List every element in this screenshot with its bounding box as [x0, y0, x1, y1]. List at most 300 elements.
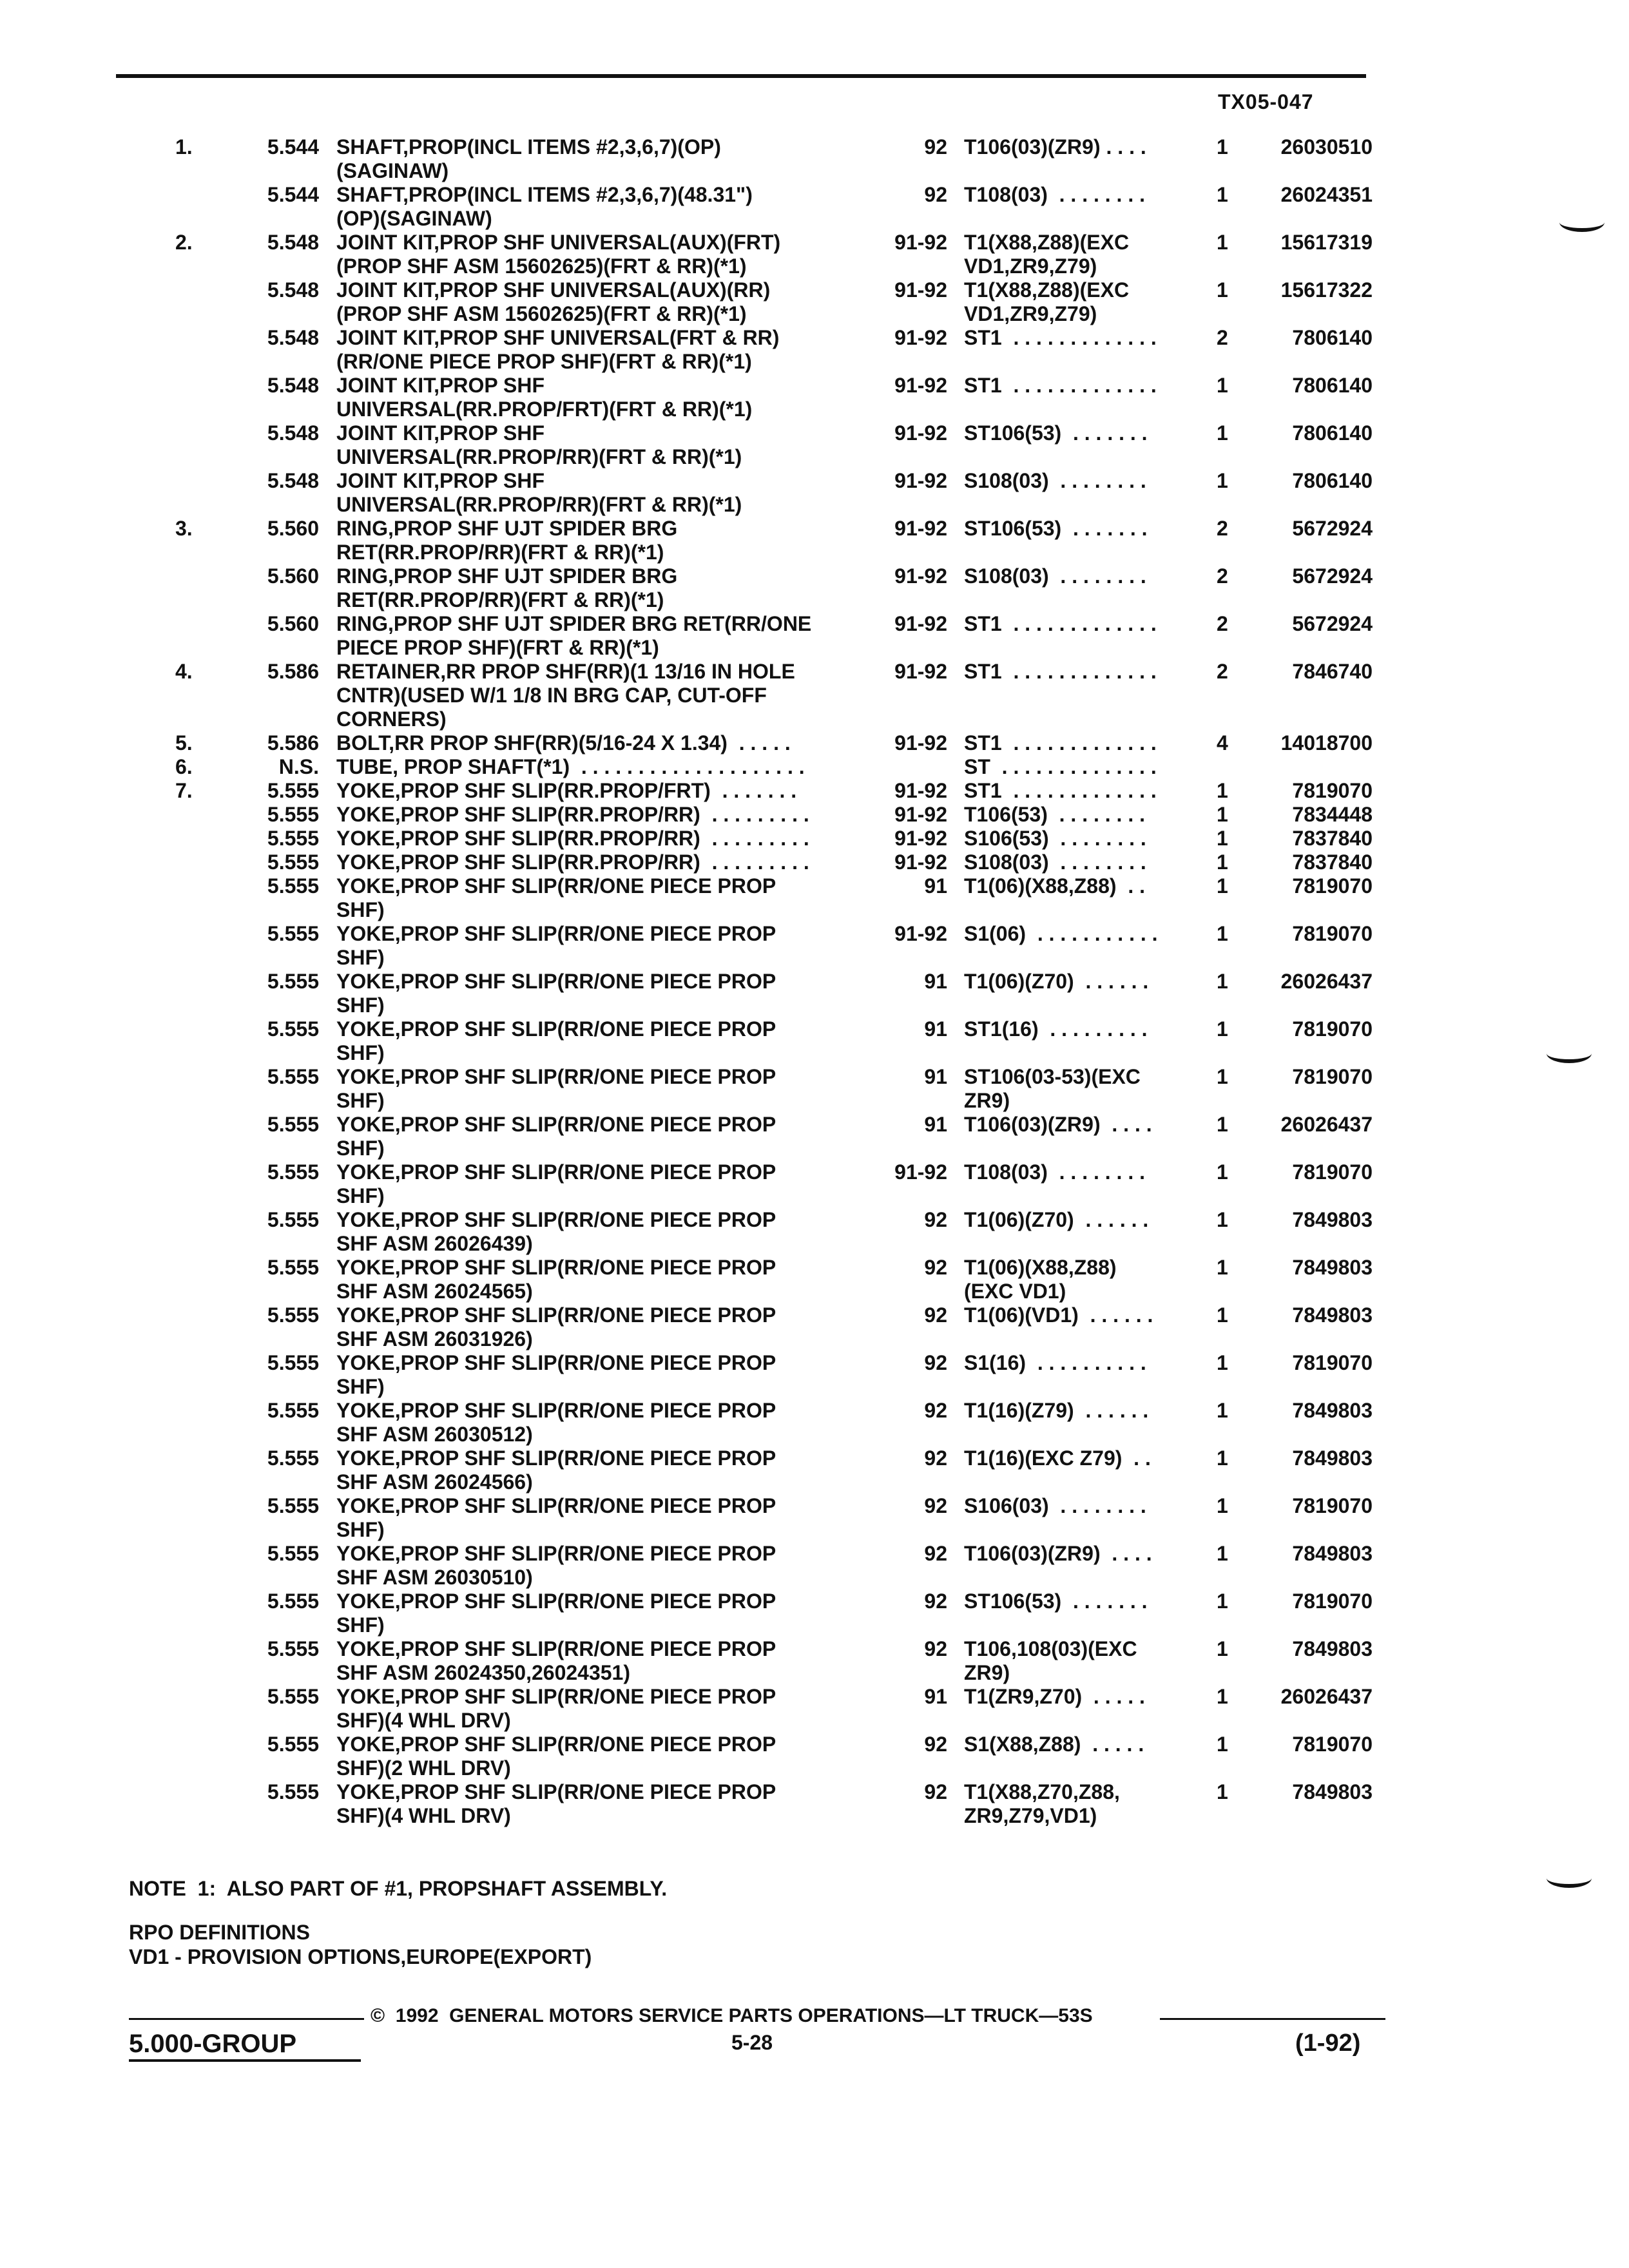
- item-number: 7.: [175, 779, 193, 802]
- table-row: [0, 1637, 1629, 1685]
- part-description: [336, 1303, 776, 1327]
- model-year: 92: [924, 1303, 947, 1327]
- model-year: 91-92: [894, 660, 947, 683]
- footer-copyright-line: [129, 2005, 1385, 2031]
- part-name: SHAFT: [336, 135, 403, 159]
- part-description: [336, 1160, 776, 1184]
- table-row: [0, 1160, 1629, 1208]
- rpo-vd1-definition: VD1 - PROVISION OPTIONS,EUROPE(EXPORT): [129, 1945, 592, 1968]
- application: S1(16) . . . . . . . . . .: [964, 1351, 1146, 1374]
- group-label: 5.000-GROUP: [129, 2030, 297, 2058]
- quantity: 1: [1217, 850, 1228, 874]
- part-name: YOKE: [336, 1446, 395, 1470]
- group-number: 5.555: [267, 803, 319, 826]
- part-description-cont: SHF): [336, 1518, 385, 1541]
- part-number: 7819070: [1292, 922, 1373, 945]
- application-cont: ZR9): [964, 1089, 1010, 1112]
- quantity: 2: [1217, 326, 1228, 349]
- part-name: JOINT KIT: [336, 231, 434, 254]
- application: T106(03)(ZR9) . . . .: [964, 135, 1146, 159]
- part-name: YOKE: [336, 970, 395, 993]
- part-description-text: ,PROP SHF SLIP(RR/ONE PIECE PROP: [394, 1017, 776, 1041]
- table-row: [0, 779, 1629, 803]
- part-description: [336, 731, 791, 755]
- table-row: [0, 970, 1629, 1017]
- notes-section: [129, 1876, 667, 1969]
- group-number: 5.555: [267, 1303, 319, 1327]
- part-number: 5672924: [1292, 517, 1373, 540]
- part-number: 26026437: [1280, 1685, 1373, 1708]
- part-name: BOLT: [336, 731, 389, 754]
- application: S108(03) . . . . . . . .: [964, 850, 1146, 874]
- part-description-cont: SHF ASM 26031926): [336, 1327, 533, 1350]
- table-row: [0, 421, 1629, 469]
- application: ST1 . . . . . . . . . . . . .: [964, 612, 1157, 635]
- part-description-text: ,PROP(INCL ITEMS #2,3,6,7)(48.31"): [403, 183, 753, 206]
- part-description-cont: SHF ASM 26030510): [336, 1566, 533, 1589]
- table-row: [0, 1208, 1629, 1256]
- part-number: 7819070: [1292, 1494, 1373, 1517]
- application: T106(03)(ZR9) . . . .: [964, 1542, 1152, 1565]
- part-description: [336, 755, 805, 779]
- part-description-text: ,RR PROP SHF(RR)(5/16-24 X 1.34) . . . . .: [389, 731, 791, 754]
- part-description: [336, 1351, 776, 1375]
- application: ST106(53) . . . . . . .: [964, 1590, 1148, 1613]
- model-year: 91-92: [894, 827, 947, 850]
- quantity: 1: [1217, 1494, 1228, 1517]
- part-name: SHAFT: [336, 183, 403, 206]
- part-description: [336, 1208, 776, 1232]
- part-description: [336, 850, 809, 874]
- quantity: 1: [1217, 469, 1228, 492]
- part-name: YOKE: [336, 1685, 395, 1708]
- item-number: 1.: [175, 135, 193, 159]
- quantity: 1: [1217, 1590, 1228, 1613]
- table-row: [0, 231, 1629, 278]
- table-row: [0, 660, 1629, 731]
- table-row: [0, 278, 1629, 326]
- part-description-cont: SHF ASM 26024565): [336, 1280, 533, 1303]
- model-year: 92: [924, 1590, 947, 1613]
- group-number: 5.555: [267, 1399, 319, 1422]
- group-number: 5.555: [267, 1494, 319, 1517]
- model-year: 91: [924, 970, 947, 993]
- group-number: 5.555: [267, 1542, 319, 1565]
- part-number: 7849803: [1292, 1303, 1373, 1327]
- model-year: 91-92: [894, 612, 947, 635]
- part-description-cont: SHF)(2 WHL DRV): [336, 1756, 511, 1780]
- quantity: 1: [1217, 1351, 1228, 1374]
- part-description: [336, 803, 809, 827]
- quantity: 1: [1217, 803, 1228, 826]
- application: ST1(16) . . . . . . . . .: [964, 1017, 1148, 1041]
- part-description: [336, 1446, 776, 1470]
- part-name: YOKE: [336, 850, 395, 874]
- model-year: 92: [924, 1399, 947, 1422]
- part-description-text: ,PROP SHF SLIP(RR/ONE PIECE PROP: [394, 1733, 776, 1756]
- quantity: 1: [1217, 1303, 1228, 1327]
- part-description: [336, 517, 677, 541]
- part-number: 5672924: [1292, 612, 1373, 635]
- model-year: 91: [924, 874, 947, 898]
- item-number: 3.: [175, 517, 193, 540]
- part-name: JOINT KIT: [336, 374, 434, 397]
- model-year: 91: [924, 1065, 947, 1088]
- part-description: [336, 231, 780, 255]
- table-row: [0, 755, 1629, 779]
- part-description-cont: (SAGINAW): [336, 159, 449, 182]
- part-description-text: ,PROP SHF SLIP(RR/ONE PIECE PROP: [394, 874, 776, 898]
- part-description: [336, 1733, 776, 1756]
- part-description-text: ,PROP SHF SLIP(RR/ONE PIECE PROP: [394, 1780, 776, 1803]
- part-description-cont: SHF ASM 26024350,26024351): [336, 1661, 630, 1684]
- model-year: 91-92: [894, 421, 947, 445]
- part-description: [336, 874, 776, 898]
- part-number: 7806140: [1292, 421, 1373, 445]
- part-name: YOKE: [336, 827, 395, 850]
- part-number: 7837840: [1292, 827, 1373, 850]
- quantity: 1: [1217, 1780, 1228, 1803]
- group-number: 5.548: [267, 421, 319, 445]
- part-description-text: ,PROP SHF SLIP(RR/ONE PIECE PROP: [394, 1446, 776, 1470]
- part-description: [336, 1399, 776, 1423]
- table-row: [0, 469, 1629, 517]
- part-name: RING: [336, 517, 388, 540]
- part-description-cont: CNTR)(USED W/1 1/8 IN BRG CAP, CUT-OFF: [336, 684, 767, 707]
- part-description-text: ,PROP SHF SLIP(RR.PROP/RR) . . . . . . . . .: [394, 827, 809, 850]
- application: T108(03) . . . . . . . .: [964, 183, 1145, 206]
- part-description-text: ,PROP(INCL ITEMS #2,3,6,7)(OP): [403, 135, 721, 159]
- quantity: 4: [1217, 731, 1228, 754]
- table-row: [0, 1113, 1629, 1160]
- part-description-cont: UNIVERSAL(RR.PROP/RR)(FRT & RR)(*1): [336, 445, 742, 468]
- model-year: 91-92: [894, 922, 947, 945]
- part-description-cont: SHF): [336, 1184, 385, 1207]
- table-row: [0, 1780, 1629, 1828]
- quantity: 1: [1217, 1446, 1228, 1470]
- group-number: 5.555: [267, 1017, 319, 1041]
- part-description: [336, 1542, 776, 1566]
- application: S106(03) . . . . . . . .: [964, 1494, 1146, 1517]
- group-number: 5.560: [267, 517, 319, 540]
- part-description-text: ,PROP SHF UNIVERSAL(FRT & RR): [434, 326, 780, 349]
- group-number: 5.555: [267, 1637, 319, 1660]
- group-number: N.S.: [278, 755, 319, 778]
- table-row: [0, 326, 1629, 374]
- part-description: [336, 922, 776, 946]
- part-name: JOINT KIT: [336, 421, 434, 445]
- part-description-text: ,PROP SHF SLIP(RR/ONE PIECE PROP: [394, 1399, 776, 1422]
- table-row: [0, 1303, 1629, 1351]
- application: ST1 . . . . . . . . . . . . .: [964, 374, 1157, 397]
- group-number: 5.548: [267, 326, 319, 349]
- part-name: RING: [336, 612, 388, 635]
- part-number: 7806140: [1292, 326, 1373, 349]
- table-row: [0, 850, 1629, 874]
- table-row: [0, 1446, 1629, 1494]
- quantity: 1: [1217, 135, 1228, 159]
- part-name: JOINT KIT: [336, 469, 434, 492]
- part-number: 26026437: [1280, 1113, 1373, 1136]
- part-description-cont: SHF)(4 WHL DRV): [336, 1709, 511, 1732]
- part-description-text: ,PROP SHF SLIP(RR/ONE PIECE PROP: [394, 1685, 776, 1708]
- part-description-text: ,PROP SHF SLIP(RR/ONE PIECE PROP: [394, 1160, 776, 1184]
- part-name: YOKE: [336, 1637, 395, 1660]
- model-year: 91-92: [894, 1160, 947, 1184]
- table-row: [0, 183, 1629, 231]
- group-number: 5.555: [267, 1256, 319, 1279]
- table-row: [0, 1590, 1629, 1637]
- part-name: YOKE: [336, 1160, 395, 1184]
- part-description-text: ,PROP SHF SLIP(RR.PROP/RR) . . . . . . . . .: [394, 850, 809, 874]
- part-description-text: ,PROP SHF: [434, 374, 545, 397]
- group-number: 5.555: [267, 874, 319, 898]
- quantity: 2: [1217, 660, 1228, 683]
- part-description-cont: SHF): [336, 898, 385, 921]
- part-description-cont: SHF): [336, 946, 385, 969]
- binder-mark: [1547, 1869, 1592, 1888]
- group-number: 5.544: [267, 135, 319, 159]
- parts-list: [0, 135, 1629, 1828]
- part-number: 26026437: [1280, 970, 1373, 993]
- footer-rule-right: [1160, 2018, 1385, 2020]
- model-year: 91-92: [894, 850, 947, 874]
- group-underline: [129, 2059, 361, 2062]
- quantity: 1: [1217, 278, 1228, 302]
- model-year: 92: [924, 183, 947, 206]
- part-description-text: ,PROP SHF: [434, 421, 545, 445]
- group-number: 5.555: [267, 1685, 319, 1708]
- group-number: 5.555: [267, 850, 319, 874]
- part-description-text: ,PROP SHF UNIVERSAL(AUX)(RR): [434, 278, 771, 302]
- model-year: 92: [924, 1637, 947, 1660]
- table-row: [0, 1017, 1629, 1065]
- part-description: [336, 374, 545, 398]
- part-description: [336, 421, 545, 445]
- application: T1(X88,Z88)(EXC: [964, 231, 1130, 254]
- part-number: 7849803: [1292, 1637, 1373, 1660]
- quantity: 1: [1217, 874, 1228, 898]
- quantity: 1: [1217, 231, 1228, 254]
- quantity: 1: [1217, 779, 1228, 802]
- group-number: 5.555: [267, 1733, 319, 1756]
- group-number: 5.548: [267, 231, 319, 254]
- application: ST1 . . . . . . . . . . . . .: [964, 660, 1157, 683]
- part-name: YOKE: [336, 1733, 395, 1756]
- part-name: RING: [336, 564, 388, 588]
- group-number: 5.555: [267, 970, 319, 993]
- part-description: [336, 469, 545, 493]
- part-name: YOKE: [336, 1780, 395, 1803]
- table-row: [0, 1256, 1629, 1303]
- part-description-cont: SHF): [336, 1137, 385, 1160]
- group-number: 5.548: [267, 374, 319, 397]
- quantity: 1: [1217, 1733, 1228, 1756]
- group-number: 5.555: [267, 1351, 319, 1374]
- part-name: YOKE: [336, 803, 395, 826]
- group-number: 5.548: [267, 278, 319, 302]
- part-number: 7849803: [1292, 1446, 1373, 1470]
- item-number: 5.: [175, 731, 193, 754]
- part-description-text: ,PROP SHF SLIP(RR/ONE PIECE PROP: [394, 1065, 776, 1088]
- table-row: [0, 1065, 1629, 1113]
- application: T106(03)(ZR9) . . . .: [964, 1113, 1152, 1136]
- part-description-cont: SHF ASM 26030512): [336, 1423, 533, 1446]
- part-description: [336, 1494, 776, 1518]
- part-name: YOKE: [336, 1208, 395, 1231]
- part-description-cont: SHF ASM 26026439): [336, 1232, 533, 1255]
- application: ST106(53) . . . . . . .: [964, 421, 1148, 445]
- quantity: 1: [1217, 1637, 1228, 1660]
- part-description: [336, 135, 721, 159]
- model-year: 91-92: [894, 731, 947, 754]
- table-row: [0, 1685, 1629, 1733]
- table-row: [0, 564, 1629, 612]
- part-name: YOKE: [336, 1494, 395, 1517]
- part-name: YOKE: [336, 922, 395, 945]
- quantity: 1: [1217, 1685, 1228, 1708]
- part-number: 7806140: [1292, 374, 1373, 397]
- part-name: TUBE: [336, 755, 393, 778]
- application: T1(06)(X88,Z88): [964, 1256, 1117, 1279]
- part-number: 26030510: [1280, 135, 1373, 159]
- part-description: [336, 827, 809, 850]
- part-description-cont: SHF)(4 WHL DRV): [336, 1804, 511, 1827]
- table-row: [0, 874, 1629, 922]
- application-cont: (EXC VD1): [964, 1280, 1066, 1303]
- table-row: [0, 612, 1629, 660]
- model-year: 91-92: [894, 517, 947, 540]
- part-name: YOKE: [336, 874, 395, 898]
- part-description-cont: SHF): [336, 994, 385, 1017]
- model-year: 91: [924, 1113, 947, 1136]
- part-name: YOKE: [336, 1590, 395, 1613]
- part-name: JOINT KIT: [336, 278, 434, 302]
- part-number: 7819070: [1292, 874, 1373, 898]
- footer-rule-left: [129, 2018, 364, 2020]
- table-row: [0, 922, 1629, 970]
- application: S108(03) . . . . . . . .: [964, 469, 1146, 492]
- binder-mark: [1559, 213, 1605, 232]
- group-number: 5.555: [267, 1446, 319, 1470]
- application: T1(16)(EXC Z79) . .: [964, 1446, 1151, 1470]
- quantity: 1: [1217, 922, 1228, 945]
- part-description-text: ,PROP SHF SLIP(RR/ONE PIECE PROP: [394, 1542, 776, 1565]
- part-number: 7846740: [1292, 660, 1373, 683]
- group-number: 5.555: [267, 1113, 319, 1136]
- part-description-cont: PIECE PROP SHF)(FRT & RR)(*1): [336, 636, 659, 659]
- part-description-cont: UNIVERSAL(RR.PROP/RR)(FRT & RR)(*1): [336, 493, 742, 516]
- group-number: 5.555: [267, 1160, 319, 1184]
- copyright-text: © 1992 GENERAL MOTORS SERVICE PARTS OPERATIONS—LT TRUCK—53S: [371, 2005, 1093, 2026]
- part-number: 7819070: [1292, 1017, 1373, 1041]
- model-year: 92: [924, 1494, 947, 1517]
- part-name: YOKE: [336, 779, 395, 802]
- part-name: YOKE: [336, 1017, 395, 1041]
- model-year: 91: [924, 1017, 947, 1041]
- application: T106(53) . . . . . . . .: [964, 803, 1145, 826]
- table-row: [0, 1542, 1629, 1590]
- part-number: 7819070: [1292, 1351, 1373, 1374]
- application: T1(X88,Z88)(EXC: [964, 278, 1130, 302]
- part-number: 7849803: [1292, 1542, 1373, 1565]
- part-number: 7806140: [1292, 469, 1373, 492]
- part-number: 7834448: [1292, 803, 1373, 826]
- application: T108(03) . . . . . . . .: [964, 1160, 1145, 1184]
- model-year: 91: [924, 1685, 947, 1708]
- group-number: 5.555: [267, 922, 319, 945]
- part-description: [336, 183, 753, 207]
- model-year: 91-92: [894, 469, 947, 492]
- model-year: 92: [924, 1780, 947, 1803]
- part-description-text: ,RR PROP SHF(RR)(1 13/16 IN HOLE: [440, 660, 795, 683]
- part-description: [336, 564, 677, 588]
- part-description: [336, 278, 770, 302]
- quantity: 1: [1217, 374, 1228, 397]
- quantity: 1: [1217, 1208, 1228, 1231]
- application: ST1 . . . . . . . . . . . . .: [964, 326, 1157, 349]
- quantity: 1: [1217, 1017, 1228, 1041]
- group-number: 5.555: [267, 1780, 319, 1803]
- item-number: 2.: [175, 231, 193, 254]
- application: T1(16)(Z79) . . . . . .: [964, 1399, 1149, 1422]
- application: S1(X88,Z88) . . . . .: [964, 1733, 1144, 1756]
- part-number: 7849803: [1292, 1208, 1373, 1231]
- part-name: YOKE: [336, 1113, 395, 1136]
- model-year: 92: [924, 1351, 947, 1374]
- part-description-cont: SHF): [336, 1375, 385, 1398]
- application: ST1 . . . . . . . . . . . . .: [964, 731, 1157, 754]
- application: T1(06)(Z70) . . . . . .: [964, 970, 1149, 993]
- model-year: 91-92: [894, 779, 947, 802]
- application: T1(ZR9,Z70) . . . . .: [964, 1685, 1145, 1708]
- part-description: [336, 1685, 776, 1709]
- group-number: 5.555: [267, 1590, 319, 1613]
- part-name: YOKE: [336, 1542, 395, 1565]
- model-year: 92: [924, 1256, 947, 1279]
- table-row: [0, 827, 1629, 850]
- quantity: 1: [1217, 1160, 1228, 1184]
- table-row: [0, 1351, 1629, 1399]
- part-number: 7819070: [1292, 1160, 1373, 1184]
- part-name: YOKE: [336, 1351, 395, 1374]
- part-description-text: ,PROP SHF SLIP(RR/ONE PIECE PROP: [394, 1637, 776, 1660]
- part-number: 7849803: [1292, 1780, 1373, 1803]
- part-description-text: ,PROP SHF SLIP(RR.PROP/RR) . . . . . . . . .: [394, 803, 809, 826]
- model-year: 91-92: [894, 231, 947, 254]
- part-number: 7819070: [1292, 779, 1373, 802]
- part-number: 26024351: [1280, 183, 1373, 206]
- part-description-cont: RET(RR.PROP/RR)(FRT & RR)(*1): [336, 541, 664, 564]
- table-row: [0, 1399, 1629, 1446]
- part-description-text: ,PROP SHF UJT SPIDER BRG: [388, 517, 678, 540]
- part-description: [336, 1780, 776, 1804]
- part-description: [336, 970, 776, 994]
- group-number: 5.555: [267, 1208, 319, 1231]
- quantity: 1: [1217, 1542, 1228, 1565]
- item-number: 4.: [175, 660, 193, 683]
- revision-date: (1-92): [1295, 2030, 1361, 2057]
- note-1: NOTE 1: ALSO PART OF #1, PROPSHAFT ASSEMBLY.: [129, 1877, 668, 1900]
- document-code: TX05-047: [1218, 90, 1314, 113]
- quantity: 1: [1217, 827, 1228, 850]
- model-year: 91-92: [894, 564, 947, 588]
- part-description-text: ,PROP SHF SLIP(RR/ONE PIECE PROP: [394, 970, 776, 993]
- part-description-cont: SHF ASM 26024566): [336, 1470, 533, 1494]
- quantity: 2: [1217, 612, 1228, 635]
- part-description: [336, 1590, 776, 1613]
- group-number: 5.548: [267, 469, 319, 492]
